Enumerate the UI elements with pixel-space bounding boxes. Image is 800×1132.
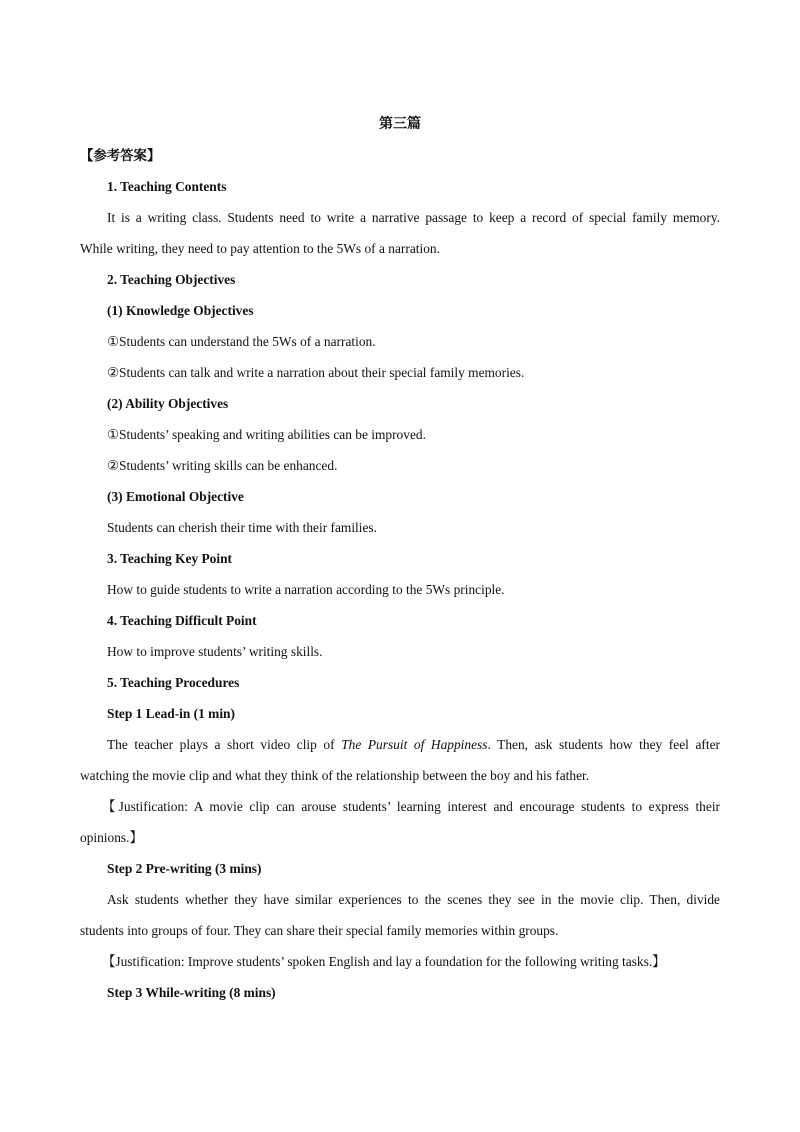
- justification-line: opinions.】: [80, 830, 143, 845]
- step-heading-while-writing: Step 3 While-writing (8 mins): [107, 985, 276, 1000]
- section-heading-key-point: 3. Teaching Key Point: [107, 551, 232, 566]
- answer-heading: 【参考答案】: [80, 148, 161, 163]
- step-heading-lead-in: Step 1 Lead-in (1 min): [107, 706, 235, 721]
- page-title: 第三篇: [379, 117, 421, 132]
- section-heading-teaching-contents: 1. Teaching Contents: [107, 179, 227, 194]
- paragraph-line: watching the movie clip and what they think of the relationship between the boy and his father.: [80, 768, 590, 783]
- subheading-knowledge-objectives: (1) Knowledge Objectives: [107, 303, 254, 318]
- list-item: ①Students’ speaking and writing abilities can be improved.: [107, 427, 426, 442]
- paragraph-line: [107, 737, 720, 753]
- step-heading-pre-writing: Step 2 Pre-writing (3 mins): [107, 861, 262, 876]
- section-heading-teaching-procedures: 5. Teaching Procedures: [107, 675, 240, 690]
- paragraph-line: How to improve students’ writing skills.: [107, 644, 323, 659]
- list-item: ②Students can talk and write a narration about their special family memories.: [107, 365, 525, 380]
- justification-line: 【Justification: A movie clip can arouse students’ learning interest and encourage students to express their: [102, 799, 720, 814]
- paragraph-line: It is a writing class. Students need to write a narrative passage to keep a record of special family memory.: [107, 210, 720, 225]
- text-span: The teacher plays a short video clip of: [107, 737, 342, 752]
- paragraph-line: students into groups of four. They can share their special family memories within groups.: [80, 923, 559, 938]
- subheading-ability-objectives: (2) Ability Objectives: [107, 396, 229, 411]
- paragraph-line: How to guide students to write a narration according to the 5Ws principle.: [107, 582, 505, 597]
- paragraph-line: Students can cherish their time with their families.: [107, 520, 377, 535]
- subheading-emotional-objective: (3) Emotional Objective: [107, 489, 244, 504]
- section-heading-teaching-objectives: 2. Teaching Objectives: [107, 272, 236, 287]
- paragraph-line: Ask students whether they have similar experiences to the scenes they see in the movie clip. Then, divide: [107, 892, 720, 907]
- list-item: ①Students can understand the 5Ws of a narration.: [107, 334, 376, 349]
- movie-title: The Pursuit of Happiness: [341, 737, 488, 752]
- section-heading-difficult-point: 4. Teaching Difficult Point: [107, 613, 257, 628]
- text-span: . Then, ask students how they feel after: [487, 737, 720, 752]
- paragraph-line: While writing, they need to pay attention to the 5Ws of a narration.: [80, 241, 440, 256]
- justification-line: 【Justification: Improve students’ spoken English and lay a foundation for the following writing tasks.】: [102, 954, 666, 969]
- list-item: ②Students’ writing skills can be enhanced.: [107, 458, 338, 473]
